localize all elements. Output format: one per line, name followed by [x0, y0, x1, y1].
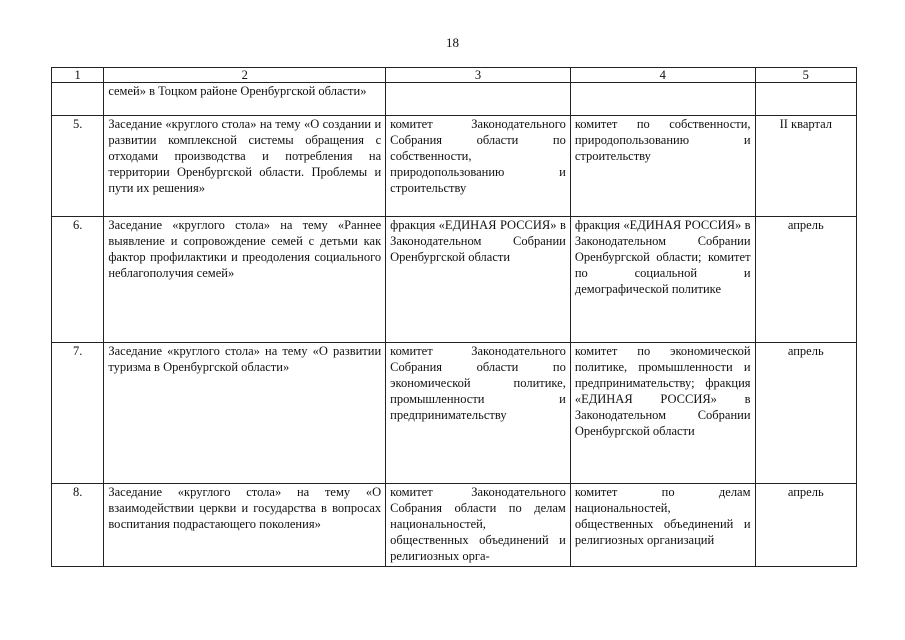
- header-col-5: 5: [755, 68, 856, 83]
- row-number: 7.: [52, 343, 104, 484]
- header-row: [52, 68, 857, 83]
- header-col-4: 4: [570, 68, 755, 83]
- header-col-2: 2: [104, 68, 386, 83]
- table-row: [52, 217, 857, 343]
- page-number: 18: [446, 35, 459, 50]
- event-cell: Заседание «круглого стола» на тему «О создании и развитии комплексной системы обращения с отходами производства и потребления на территории Оренбургской области. Проблемы и пути их решения»: [104, 116, 386, 217]
- period-cell: апрель: [755, 343, 856, 484]
- responsible-cell: фракция «ЕДИНАЯ РОССИЯ» в Законодательном Собрании Оренбургской области: [386, 217, 571, 343]
- period-cell: II квартал: [755, 116, 856, 217]
- responsible-cell: комитет Законодательного Собрания области по собственности, природопользованию и строительству: [386, 116, 571, 217]
- co-executors-cell: фракция «ЕДИНАЯ РОССИЯ» в Законодательном Собрании Оренбургской области; комитет по социальной и демографической политике: [570, 217, 755, 343]
- event-cell: Заседание «круглого стола» на тему «О взаимодействии церкви и государства в вопросах воспитания подрастающего поколения»: [104, 484, 386, 567]
- co-executors-cell: комитет по делам национальностей, общественных объединений и религиозных организаций: [570, 484, 755, 567]
- header-col-1: 1: [52, 68, 104, 83]
- responsible-cell: комитет Законодательного Собрания области по экономической политике, промышленности и предпринимательству: [386, 343, 571, 484]
- table-row: [52, 116, 857, 217]
- co-executors-cell: комитет по экономической политике, промышленности и предпринимательству; фракция «ЕДИНАЯ РОССИЯ» в Законодательном Собрании Оренбургской области: [570, 343, 755, 484]
- row-number: 5.: [52, 116, 104, 217]
- responsible-cell: комитет Законодательного Собрания области по делам национальностей, общественных объединений и религиозных орга-: [386, 484, 571, 567]
- period-cell: апрель: [755, 217, 856, 343]
- co-executors-cell: комитет по собственности, природопользованию и строительству: [570, 116, 755, 217]
- table-row: [52, 343, 857, 484]
- row-number: 8.: [52, 484, 104, 567]
- row-number: 6.: [52, 217, 104, 343]
- table-row: [52, 484, 857, 567]
- events-plan-table: [51, 67, 857, 567]
- event-cell: Заседание «круглого стола» на тему «О развитии туризма в Оренбургской области»: [104, 343, 386, 484]
- period-cell: [755, 83, 856, 116]
- responsible-cell: [386, 83, 571, 116]
- row-number: [52, 83, 104, 116]
- co-executors-cell: [570, 83, 755, 116]
- period-cell: апрель: [755, 484, 856, 567]
- event-cell: Заседание «круглого стола» на тему «Раннее выявление и сопровождение семей с детьми как фактор профилактики и преодоления социального неблагополучия семей»: [104, 217, 386, 343]
- table-row-continuation: [52, 83, 857, 116]
- event-cell: семей» в Тоцком районе Оренбургской области»: [104, 83, 386, 116]
- header-col-3: 3: [386, 68, 571, 83]
